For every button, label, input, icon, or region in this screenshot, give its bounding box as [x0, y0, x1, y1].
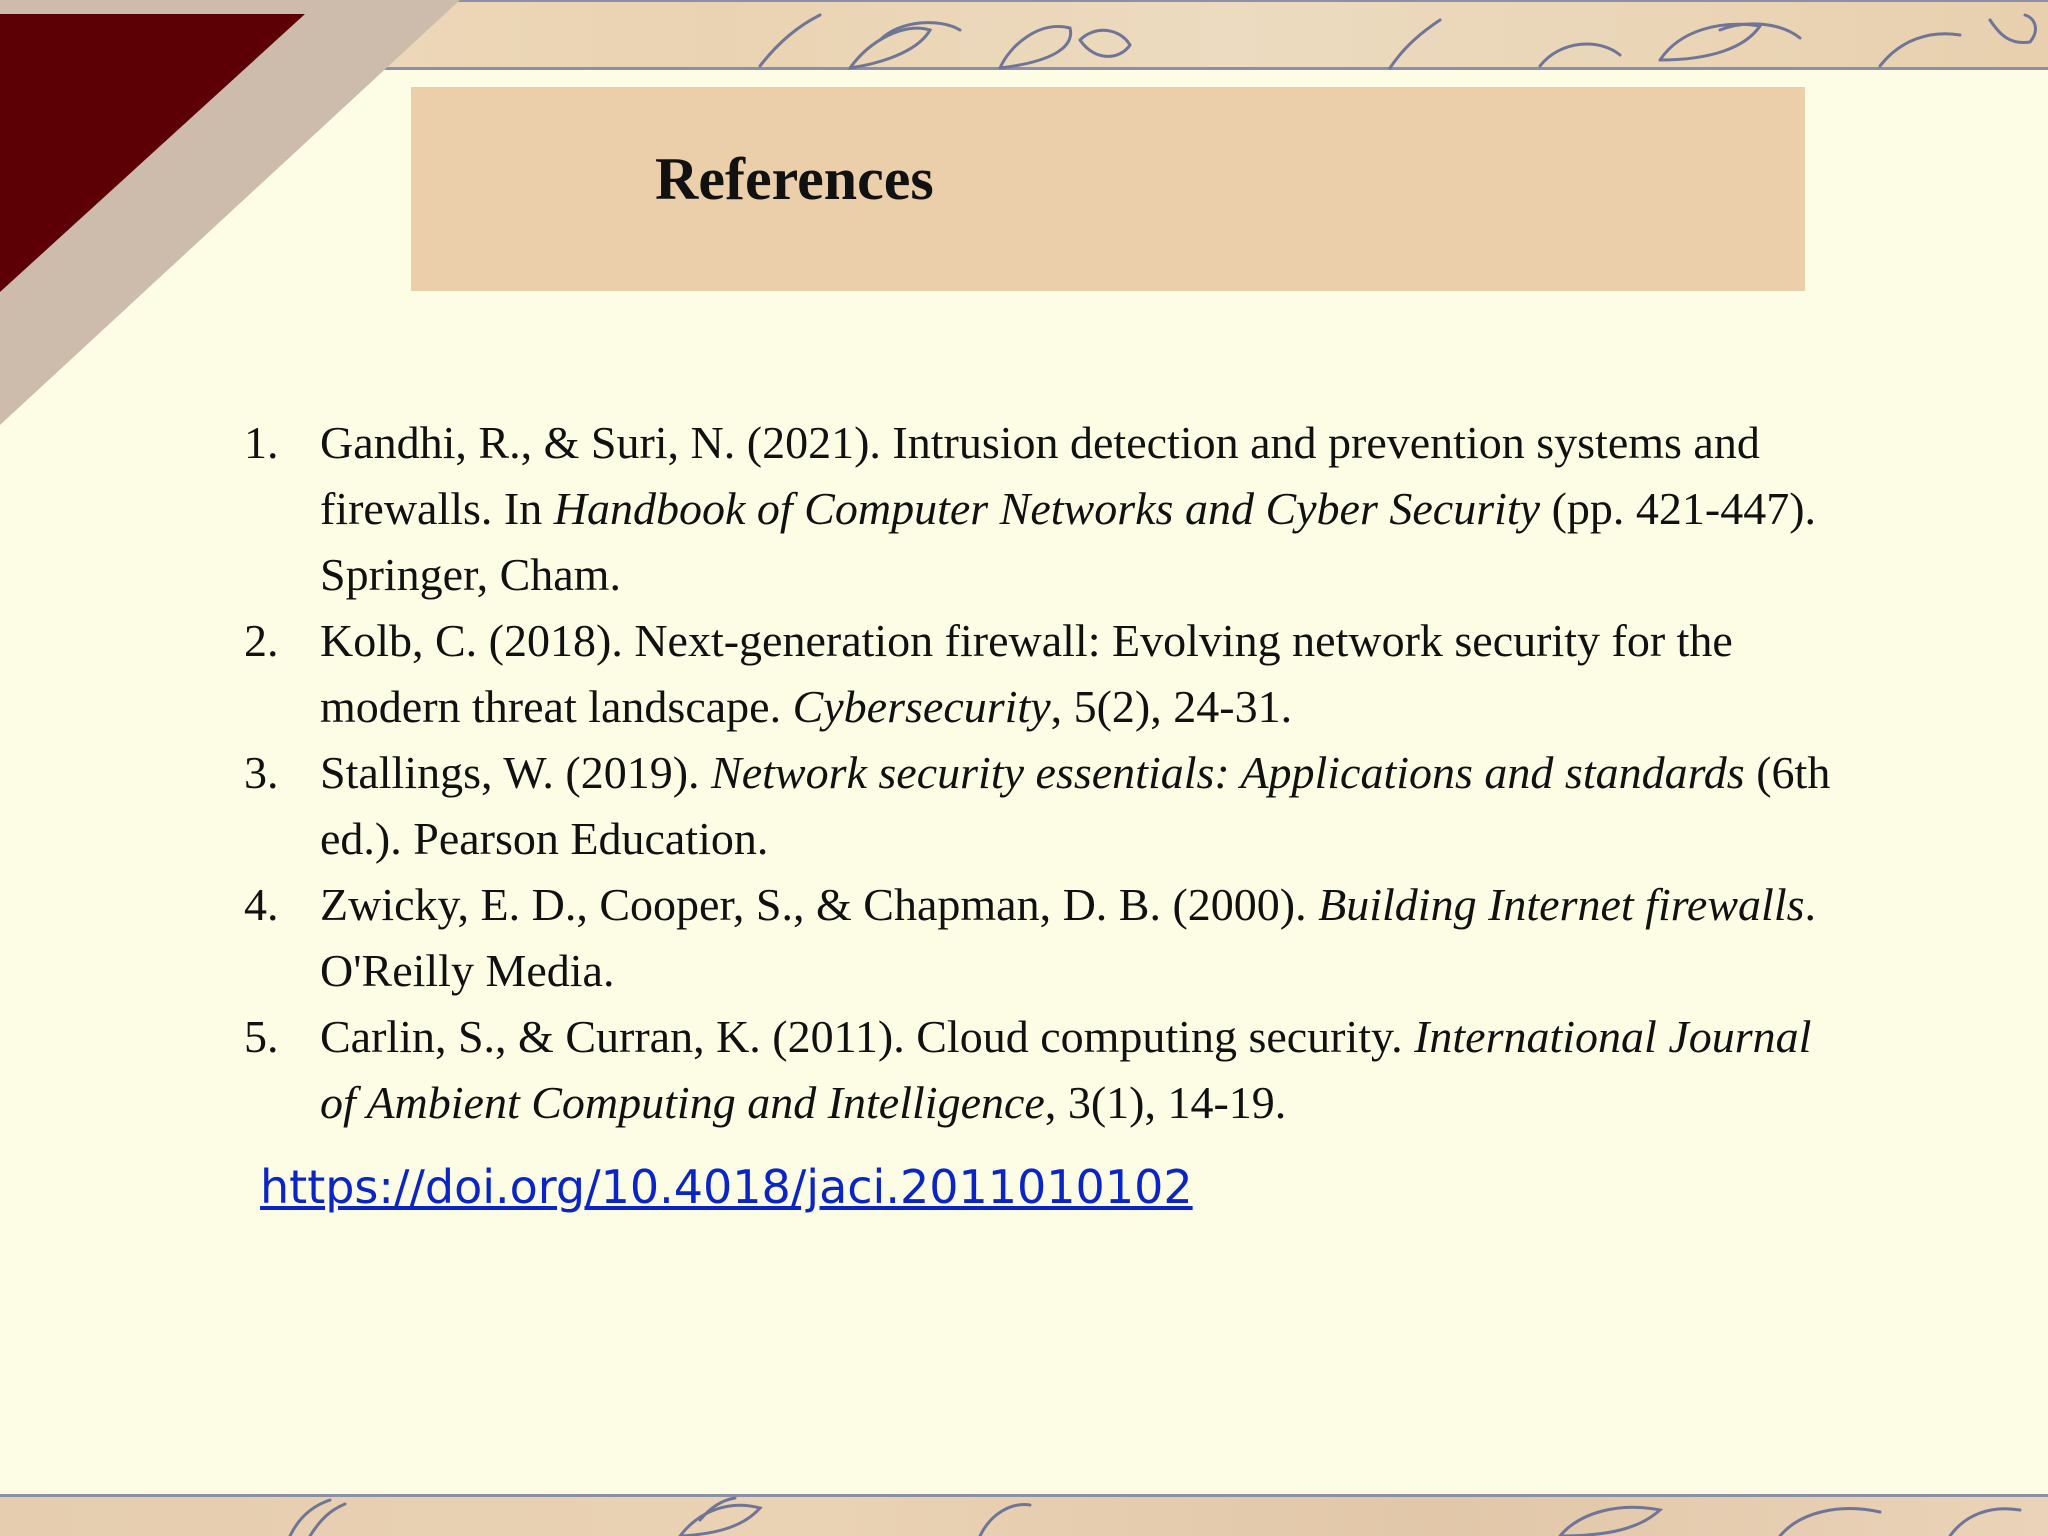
reference-number: 3.: [244, 747, 279, 798]
title-banner: [411, 87, 1805, 291]
reference-italic-title: Cybersecurity: [792, 681, 1051, 732]
reference-number: 1.: [244, 417, 279, 468]
reference-italic-title: Handbook of Computer Networks and Cyber Security: [553, 483, 1541, 534]
reference-number: 5.: [244, 1011, 279, 1062]
reference-text: Carlin, S., & Curran, K. (2011). Cloud computing security. International Journal of Ambient Computing and Intelligence, 3(1), 14-19.: [320, 1011, 1812, 1128]
slide-title: References: [655, 146, 934, 212]
reference-item: [244, 1004, 1844, 1136]
reference-number: 2.: [244, 615, 279, 666]
corner-triangle-decoration: [0, 0, 460, 430]
reference-italic-title: Network security essentials: Applications and standards: [711, 747, 1745, 798]
reference-number: 4.: [244, 879, 279, 930]
reference-text: Gandhi, R., & Suri, N. (2021). Intrusion detection and prevention systems and firewalls. In Handbook of Computer Networks and Cyber Security (pp. 421-447). Springer, Cham.: [320, 417, 1817, 600]
reference-italic-title: Building Internet firewalls: [1318, 879, 1805, 930]
reference-list: [244, 410, 1844, 1136]
doi-link[interactable]: https://doi.org/10.4018/jaci.2011010102: [260, 1160, 1193, 1214]
reference-item: [244, 740, 1844, 872]
reference-item: [244, 410, 1844, 608]
reference-text: Kolb, C. (2018). Next-generation firewall: Evolving network security for the modern threat landscape. Cybersecurity, 5(2), 24-31.: [320, 615, 1733, 732]
reference-italic-title: International Journal of Ambient Computing and Intelligence: [320, 1011, 1812, 1128]
reference-text: Zwicky, E. D., Cooper, S., & Chapman, D. B. (2000). Building Internet firewalls. O'Reilly Media.: [320, 879, 1816, 996]
reference-item: [244, 872, 1844, 1004]
reference-item: [244, 608, 1844, 740]
reference-text: Stallings, W. (2019). Network security essentials: Applications and standards (6th ed.). Pearson Education.: [320, 747, 1831, 864]
